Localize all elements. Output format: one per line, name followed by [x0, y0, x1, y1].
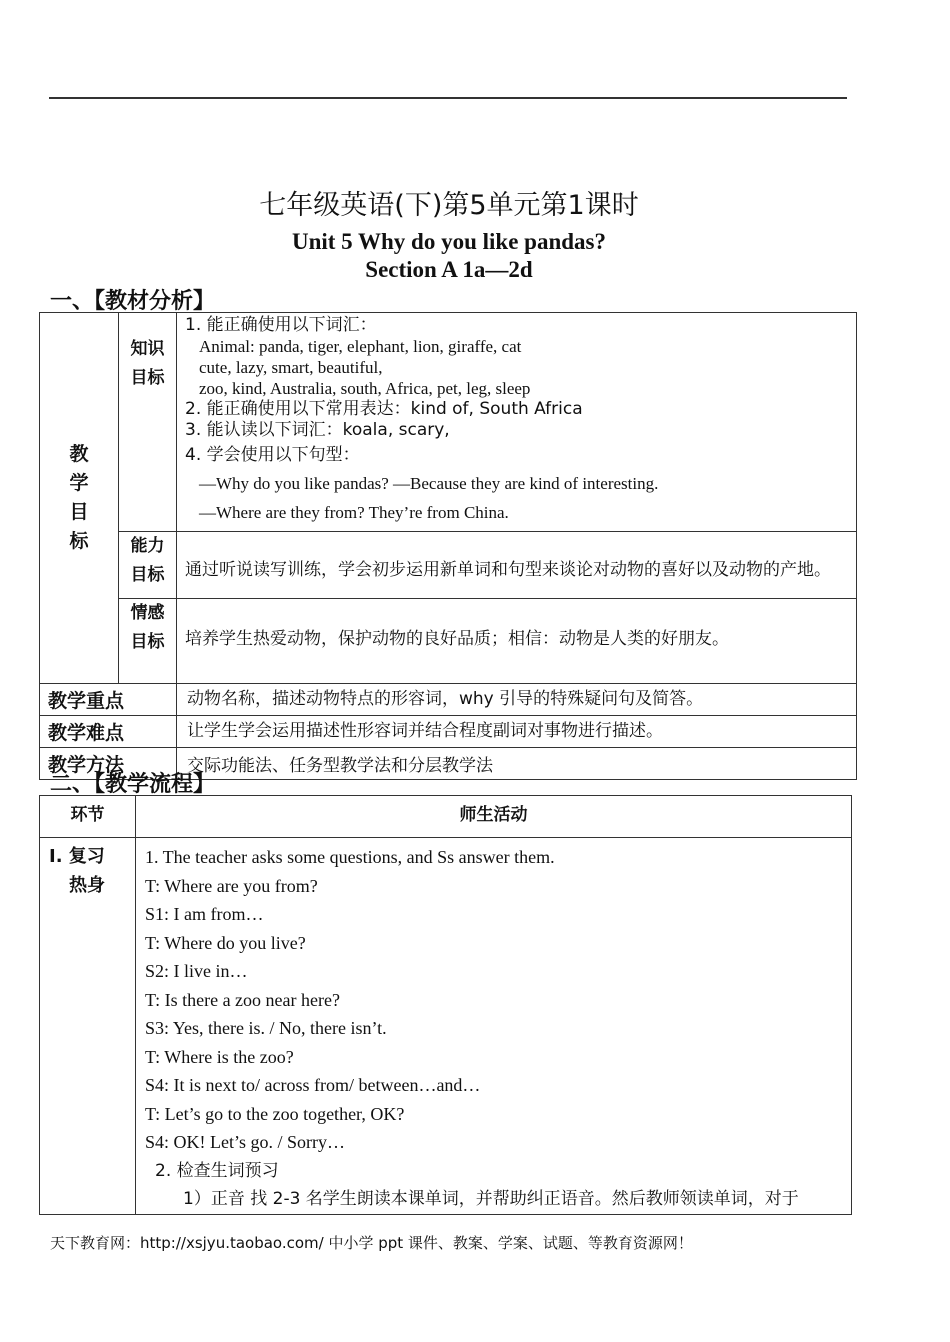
- flow-col-activities: 师生活动: [136, 796, 852, 838]
- footer-text: 天下教育网：http://xsjyu.taobao.com/ 中小学 ppt 课件、教案、学案、试题、等教育资源网！: [50, 1234, 693, 1252]
- header-rule: [49, 97, 847, 99]
- teaching-objectives-label: 教 学 目 标: [40, 313, 119, 684]
- difficulties-label: 教学难点: [40, 716, 177, 748]
- flow-table: [39, 795, 852, 1215]
- flow-col-step: 环节: [40, 796, 136, 838]
- difficulties-text: 让学生学会运用描述性形容词并结合程度副词对事物进行描述。: [177, 716, 857, 748]
- key-points-label: 教学重点: [40, 684, 177, 716]
- knowledge-objective-label: 知识 目标: [119, 313, 177, 532]
- section-title: Section A 1a—2d: [365, 257, 533, 282]
- methods-text: 交际功能法、任务型教学法和分层教学法: [177, 748, 857, 780]
- knowledge-objective-content: 1. 能正确使用以下词汇： Animal: panda, tiger, elephant, lion, giraffe, cat cute, lazy, smart, beautiful, zoo, kind, Australia, south, Africa, pet, leg, sleep 2. 能正确使用以下常用表达：kind of, South Africa 3. 能认读以下词汇：koala, scary, 4. 学会使用以下句型： —Why do you like pandas? —Because they are kind of interesting. —Where are they from? They’re from China.: [177, 313, 857, 532]
- key-points-text: 动物名称，描述动物特点的形容词，why 引导的特殊疑问句及简答。: [177, 684, 857, 716]
- emotion-objective-content: 培养学生热爱动物，保护动物的良好品质；相信：动物是人类的好朋友。: [177, 599, 857, 684]
- flow-step-label: I. 复习 热身: [40, 838, 136, 1215]
- flow-activities-content: 1. The teacher asks some questions, and Ss answer them. T: Where are you from? S1: I am from… T: Where do you live? S2: I live in… T: Is there a zoo near here? S3: Yes, there is. / No, there isn’t. T: Where is the zoo? S4: It is next to/ across from/ between…and… T: Let’s go to the zoo together, OK? S4: OK! Let’s go. / Sorry… 2. 检查生词预习 1）正音 找 2-3 名学生朗读本课单词，并帮助纠正语音。然后教师领读单词，对于: [136, 838, 852, 1215]
- ability-objective-content: 通过听说读写训练，学会初步运用新单词和句型来谈论对动物的喜好以及动物的产地。: [177, 532, 857, 599]
- unit-title: Unit 5 Why do you like pandas?: [291, 229, 606, 254]
- document-title: 七年级英语(下)第5单元第1课时: [259, 190, 639, 221]
- ability-objective-label: 能力 目标: [119, 532, 177, 599]
- section-heading-analysis: 一、【教材分析】: [50, 289, 216, 314]
- analysis-table: [39, 312, 857, 780]
- methods-label: 教学方法: [40, 748, 177, 780]
- emotion-objective-label: 情感 目标: [119, 599, 177, 684]
- section-heading-flow: 二、【教学流程】: [50, 772, 216, 797]
